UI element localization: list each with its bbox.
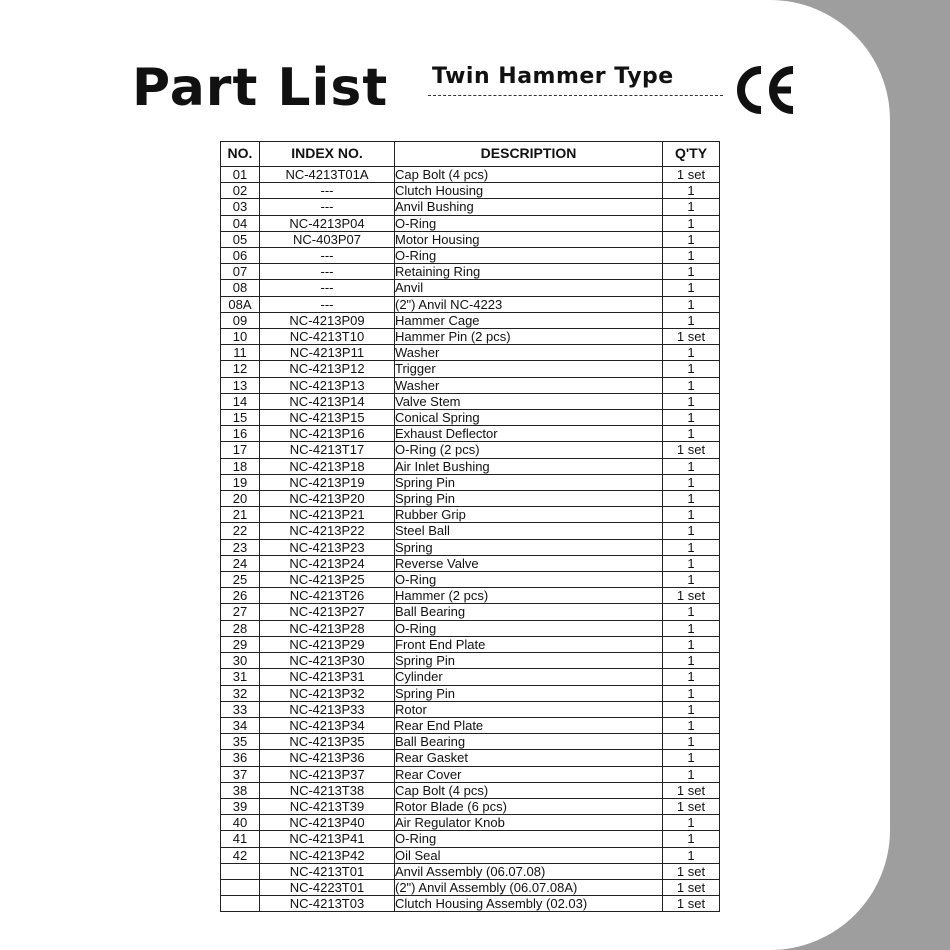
row-number-cell: 10: [221, 329, 260, 345]
quantity-cell: 1: [663, 280, 720, 296]
description-cell: Spring Pin: [395, 653, 663, 669]
description-cell: Air Regulator Knob: [395, 815, 663, 831]
description-cell: Cylinder: [395, 669, 663, 685]
table-row: [221, 636, 720, 652]
table-row: [221, 199, 720, 215]
row-number-cell: 17: [221, 442, 260, 458]
row-number-cell: 03: [221, 199, 260, 215]
description-cell: O-Ring: [395, 215, 663, 231]
index-number-cell: NC-4213P41: [260, 831, 395, 847]
row-number-cell: 37: [221, 766, 260, 782]
quantity-cell: 1 set: [663, 863, 720, 879]
index-number-cell: NC-4213P35: [260, 734, 395, 750]
table-row: [221, 231, 720, 247]
table-row: [221, 393, 720, 409]
quantity-cell: 1: [663, 248, 720, 264]
index-number-cell: ---: [260, 280, 395, 296]
quantity-cell: 1: [663, 815, 720, 831]
row-number-cell: 08A: [221, 296, 260, 312]
index-number-cell: NC-4213P15: [260, 410, 395, 426]
description-cell: Steel Ball: [395, 523, 663, 539]
row-number-cell: 01: [221, 167, 260, 183]
index-number-cell: NC-4213T01A: [260, 167, 395, 183]
index-number-cell: NC-4213P09: [260, 312, 395, 328]
quantity-cell: 1 set: [663, 442, 720, 458]
description-cell: Motor Housing: [395, 231, 663, 247]
table-row: [221, 669, 720, 685]
description-cell: Conical Spring: [395, 410, 663, 426]
row-number-cell: [221, 896, 260, 912]
description-cell: O-Ring: [395, 572, 663, 588]
row-number-cell: 08: [221, 280, 260, 296]
row-number-cell: 16: [221, 426, 260, 442]
index-number-cell: ---: [260, 248, 395, 264]
quantity-cell: 1: [663, 734, 720, 750]
index-number-cell: NC-4213P36: [260, 750, 395, 766]
index-number-cell: NC-4213P19: [260, 474, 395, 490]
index-number-cell: NC-4213T17: [260, 442, 395, 458]
table-row: [221, 653, 720, 669]
row-number-cell: 34: [221, 717, 260, 733]
index-number-cell: NC-4213P22: [260, 523, 395, 539]
quantity-cell: 1: [663, 183, 720, 199]
row-number-cell: 14: [221, 393, 260, 409]
description-cell: Valve Stem: [395, 393, 663, 409]
description-cell: O-Ring: [395, 620, 663, 636]
index-number-cell: NC-4213P28: [260, 620, 395, 636]
row-number-cell: 42: [221, 847, 260, 863]
description-cell: Cap Bolt (4 pcs): [395, 782, 663, 798]
quantity-cell: 1: [663, 361, 720, 377]
quantity-cell: 1: [663, 345, 720, 361]
row-number-cell: 38: [221, 782, 260, 798]
row-number-cell: 06: [221, 248, 260, 264]
parts-table-body: [221, 167, 720, 912]
table-row: [221, 491, 720, 507]
table-row: [221, 620, 720, 636]
row-number-cell: 30: [221, 653, 260, 669]
index-number-cell: NC-4213T10: [260, 329, 395, 345]
quantity-cell: 1: [663, 669, 720, 685]
table-row: [221, 507, 720, 523]
index-number-cell: NC-4213P30: [260, 653, 395, 669]
quantity-cell: 1: [663, 701, 720, 717]
description-cell: Anvil: [395, 280, 663, 296]
index-number-cell: NC-4213P14: [260, 393, 395, 409]
table-row: [221, 377, 720, 393]
quantity-cell: 1: [663, 572, 720, 588]
row-number-cell: 11: [221, 345, 260, 361]
table-row: [221, 604, 720, 620]
table-row: [221, 312, 720, 328]
table-row: [221, 410, 720, 426]
description-cell: Hammer Cage: [395, 312, 663, 328]
quantity-cell: 1 set: [663, 167, 720, 183]
table-row: [221, 280, 720, 296]
row-number-cell: 29: [221, 636, 260, 652]
description-cell: Spring: [395, 539, 663, 555]
row-number-cell: 25: [221, 572, 260, 588]
description-cell: Spring Pin: [395, 491, 663, 507]
quantity-cell: 1 set: [663, 588, 720, 604]
description-cell: Oil Seal: [395, 847, 663, 863]
quantity-cell: 1: [663, 393, 720, 409]
row-number-cell: 09: [221, 312, 260, 328]
ce-mark-icon: [733, 60, 797, 120]
table-row: [221, 361, 720, 377]
col-header-description: DESCRIPTION: [395, 142, 663, 167]
description-cell: Reverse Valve: [395, 555, 663, 571]
index-number-cell: NC-4213P25: [260, 572, 395, 588]
index-number-cell: NC-4213P29: [260, 636, 395, 652]
table-row: [221, 555, 720, 571]
table-row: [221, 215, 720, 231]
index-number-cell: NC-4213T39: [260, 798, 395, 814]
row-number-cell: 32: [221, 685, 260, 701]
col-header-index: INDEX NO.: [260, 142, 395, 167]
index-number-cell: NC-4213P40: [260, 815, 395, 831]
table-row: [221, 879, 720, 895]
description-cell: Rear End Plate: [395, 717, 663, 733]
index-number-cell: NC-4213P16: [260, 426, 395, 442]
quantity-cell: 1: [663, 474, 720, 490]
quantity-cell: 1 set: [663, 798, 720, 814]
row-number-cell: 31: [221, 669, 260, 685]
table-row: [221, 766, 720, 782]
table-row: [221, 539, 720, 555]
quantity-cell: 1: [663, 831, 720, 847]
index-number-cell: NC-4213P18: [260, 458, 395, 474]
quantity-cell: 1: [663, 264, 720, 280]
row-number-cell: 15: [221, 410, 260, 426]
index-number-cell: NC-4213T38: [260, 782, 395, 798]
row-number-cell: 22: [221, 523, 260, 539]
row-number-cell: 40: [221, 815, 260, 831]
description-cell: Cap Bolt (4 pcs): [395, 167, 663, 183]
description-cell: (2") Anvil NC-4223: [395, 296, 663, 312]
table-row: [221, 831, 720, 847]
page-title: Part List: [132, 58, 389, 118]
table-row: [221, 896, 720, 912]
row-number-cell: 18: [221, 458, 260, 474]
quantity-cell: 1: [663, 555, 720, 571]
index-number-cell: NC-4213T26: [260, 588, 395, 604]
description-cell: Spring Pin: [395, 474, 663, 490]
description-cell: Spring Pin: [395, 685, 663, 701]
row-number-cell: 27: [221, 604, 260, 620]
description-cell: Hammer Pin (2 pcs): [395, 329, 663, 345]
description-cell: Anvil Assembly (06.07.08): [395, 863, 663, 879]
page-subtitle: Twin Hammer Type: [432, 64, 674, 89]
row-number-cell: [221, 863, 260, 879]
index-number-cell: NC-403P07: [260, 231, 395, 247]
index-number-cell: ---: [260, 296, 395, 312]
row-number-cell: 33: [221, 701, 260, 717]
row-number-cell: 04: [221, 215, 260, 231]
index-number-cell: NC-4213P32: [260, 685, 395, 701]
description-cell: Rear Gasket: [395, 750, 663, 766]
quantity-cell: 1 set: [663, 879, 720, 895]
row-number-cell: 19: [221, 474, 260, 490]
table-row: [221, 572, 720, 588]
index-number-cell: NC-4213P23: [260, 539, 395, 555]
row-number-cell: 26: [221, 588, 260, 604]
table-row: [221, 167, 720, 183]
table-row: [221, 685, 720, 701]
quantity-cell: 1 set: [663, 896, 720, 912]
index-number-cell: NC-4213P37: [260, 766, 395, 782]
row-number-cell: 41: [221, 831, 260, 847]
index-number-cell: NC-4213P20: [260, 491, 395, 507]
description-cell: Anvil Bushing: [395, 199, 663, 215]
index-number-cell: NC-4213P31: [260, 669, 395, 685]
quantity-cell: 1: [663, 312, 720, 328]
index-number-cell: NC-4213P33: [260, 701, 395, 717]
quantity-cell: 1: [663, 426, 720, 442]
description-cell: Rubber Grip: [395, 507, 663, 523]
quantity-cell: 1: [663, 847, 720, 863]
table-row: [221, 734, 720, 750]
table-row: [221, 183, 720, 199]
index-number-cell: NC-4223T01: [260, 879, 395, 895]
description-cell: Trigger: [395, 361, 663, 377]
quantity-cell: 1: [663, 539, 720, 555]
row-number-cell: 39: [221, 798, 260, 814]
row-number-cell: 36: [221, 750, 260, 766]
description-cell: Rotor Blade (6 pcs): [395, 798, 663, 814]
table-row: [221, 329, 720, 345]
table-row: [221, 248, 720, 264]
quantity-cell: 1: [663, 215, 720, 231]
quantity-cell: 1: [663, 523, 720, 539]
table-row: [221, 863, 720, 879]
quantity-cell: 1: [663, 507, 720, 523]
table-row: [221, 588, 720, 604]
description-cell: Hammer (2 pcs): [395, 588, 663, 604]
quantity-cell: 1: [663, 199, 720, 215]
index-number-cell: NC-4213P34: [260, 717, 395, 733]
row-number-cell: 02: [221, 183, 260, 199]
row-number-cell: 21: [221, 507, 260, 523]
col-header-qty: Q'TY: [663, 142, 720, 167]
subtitle-divider: [428, 95, 723, 96]
table-row: [221, 426, 720, 442]
quantity-cell: 1: [663, 653, 720, 669]
quantity-cell: 1: [663, 296, 720, 312]
index-number-cell: NC-4213T03: [260, 896, 395, 912]
quantity-cell: 1: [663, 410, 720, 426]
row-number-cell: 28: [221, 620, 260, 636]
table-row: [221, 458, 720, 474]
table-row: [221, 847, 720, 863]
row-number-cell: [221, 879, 260, 895]
table-row: [221, 701, 720, 717]
index-number-cell: ---: [260, 264, 395, 280]
table-header-row: [221, 142, 720, 167]
row-number-cell: 12: [221, 361, 260, 377]
table-row: [221, 264, 720, 280]
description-cell: Washer: [395, 377, 663, 393]
row-number-cell: 24: [221, 555, 260, 571]
description-cell: Front End Plate: [395, 636, 663, 652]
table-row: [221, 798, 720, 814]
description-cell: Exhaust Deflector: [395, 426, 663, 442]
row-number-cell: 07: [221, 264, 260, 280]
table-row: [221, 345, 720, 361]
table-row: [221, 717, 720, 733]
quantity-cell: 1: [663, 604, 720, 620]
index-number-cell: ---: [260, 183, 395, 199]
quantity-cell: 1: [663, 620, 720, 636]
table-row: [221, 782, 720, 798]
description-cell: Clutch Housing: [395, 183, 663, 199]
index-number-cell: NC-4213P27: [260, 604, 395, 620]
index-number-cell: NC-4213P21: [260, 507, 395, 523]
description-cell: O-Ring (2 pcs): [395, 442, 663, 458]
row-number-cell: 35: [221, 734, 260, 750]
index-number-cell: NC-4213P11: [260, 345, 395, 361]
description-cell: Air Inlet Bushing: [395, 458, 663, 474]
description-cell: Clutch Housing Assembly (02.03): [395, 896, 663, 912]
index-number-cell: NC-4213T01: [260, 863, 395, 879]
index-number-cell: NC-4213P04: [260, 215, 395, 231]
quantity-cell: 1: [663, 377, 720, 393]
row-number-cell: 13: [221, 377, 260, 393]
index-number-cell: NC-4213P13: [260, 377, 395, 393]
quantity-cell: 1: [663, 766, 720, 782]
description-cell: Ball Bearing: [395, 604, 663, 620]
quantity-cell: 1: [663, 231, 720, 247]
parts-table: [220, 141, 720, 912]
row-number-cell: 20: [221, 491, 260, 507]
quantity-cell: 1: [663, 717, 720, 733]
quantity-cell: 1: [663, 458, 720, 474]
quantity-cell: 1: [663, 636, 720, 652]
quantity-cell: 1: [663, 685, 720, 701]
table-row: [221, 474, 720, 490]
table-row: [221, 296, 720, 312]
quantity-cell: 1: [663, 491, 720, 507]
index-number-cell: ---: [260, 199, 395, 215]
col-header-no: NO.: [221, 142, 260, 167]
index-number-cell: NC-4213P42: [260, 847, 395, 863]
description-cell: Ball Bearing: [395, 734, 663, 750]
quantity-cell: 1 set: [663, 329, 720, 345]
row-number-cell: 05: [221, 231, 260, 247]
description-cell: (2") Anvil Assembly (06.07.08A): [395, 879, 663, 895]
table-row: [221, 442, 720, 458]
table-row: [221, 750, 720, 766]
quantity-cell: 1 set: [663, 782, 720, 798]
index-number-cell: NC-4213P12: [260, 361, 395, 377]
table-row: [221, 815, 720, 831]
index-number-cell: NC-4213P24: [260, 555, 395, 571]
table-row: [221, 523, 720, 539]
description-cell: Rear Cover: [395, 766, 663, 782]
quantity-cell: 1: [663, 750, 720, 766]
description-cell: Washer: [395, 345, 663, 361]
description-cell: Rotor: [395, 701, 663, 717]
description-cell: O-Ring: [395, 831, 663, 847]
description-cell: O-Ring: [395, 248, 663, 264]
description-cell: Retaining Ring: [395, 264, 663, 280]
row-number-cell: 23: [221, 539, 260, 555]
